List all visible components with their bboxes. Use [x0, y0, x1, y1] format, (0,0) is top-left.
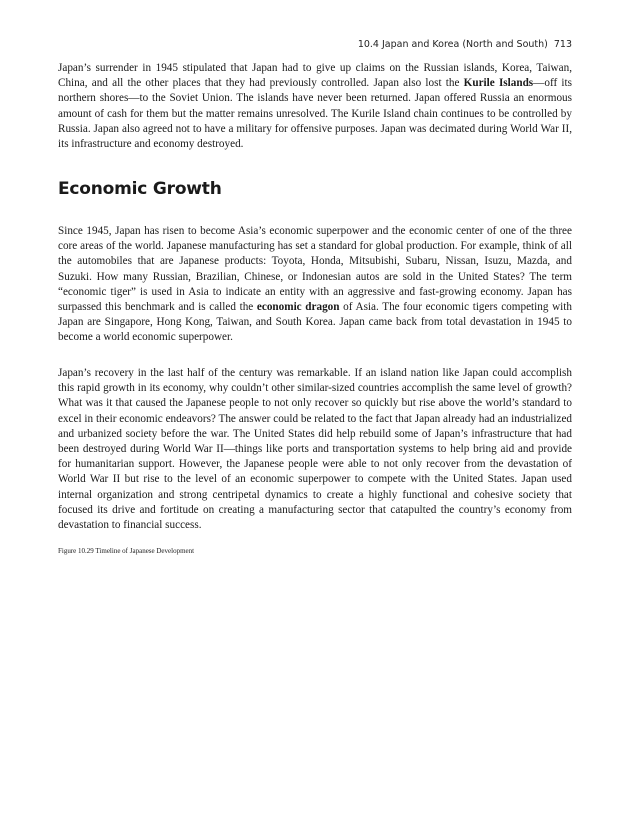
key-term-kurile-islands: Kurile Islands [463, 77, 534, 90]
paragraph-recovery: Japan’s recovery in the last half of the century was remarkable. If an island nation like Japan could accomplish this rapid growth in its economy, why couldn’t other similar-sized countries accomplish the same level of growth? What was it that caused the Japanese people to not only recover so quickly but rise above the world’s standard to excel in their economic endeavors? The answer could be related to the fact that Japan already had an industrialized and urbanized society before the war. The United States did help rebuild some of Japan’s infrastructure that had been destroyed during World War II—things like ports and transportation systems to help bring aid and provide for humanitarian support. However, the Japanese people were able to not only recover from the devastation of World War II but rise to the level of an economic superpower to compete with the United States. Japan used internal organization and strong centripetal dynamics to create a highly functional and cohesive society that focused its drive and fortitude on creating a manufacturing sector that catapulted the country’s economy from devastation to financial success. [58, 367, 572, 532]
page-number: 713 [553, 39, 572, 50]
paragraph-text: Since 1945, Japan has risen to become Asia’s economic superpower and the economic center of one of the three core areas of the world. Japanese manufacturing has set a standard for global production. For example, think of all the automobiles that are Japanese products: Toyota, Honda, Mitsubishi, Subaru, Nissan, Isuzu, Mazda, and Suzuki. How many Russian, Brazilian, Chinese, or Indonesian autos are sold in the United States? The term “economic tiger” is used in Asia to indicate an entity with an aggressive and fast-growing economy. Japan has surpassed this benchmark and is called the [58, 225, 572, 314]
key-term-economic-dragon: economic dragon [256, 301, 340, 314]
section-heading: Economic Growth [58, 179, 222, 199]
paragraph-text: —off its northern shores—to the Soviet Union. The islands have never been returned. Japan offered Russia an enormous amount of cash for them but the matter remains unresolved. The Kurile Island chain continues to be controlled by Russia. Japan also agreed not to have a military for offensive purposes. Japan was decimated during World War II, its infrastructure and economy destroyed. [58, 77, 572, 151]
section-title: 10.4 Japan and Korea (North and South) [357, 39, 548, 50]
paragraph-text: Japan’s surrender in 1945 stipulated that Japan had to give up claims on the Russian islands, Korea, Taiwan, China, and all the other places that they had previously controlled. Japan also lost the [58, 62, 572, 90]
figure-caption: Figure 10.29 Timeline of Japanese Development [58, 547, 195, 555]
running-header [358, 39, 572, 50]
paragraph-text: of Asia. The four economic tigers competing with Japan are Singapore, Hong Kong, Taiwan, and South Korea. Japan came back from total devastation in 1945 to become a world economic superpower. [58, 301, 572, 344]
paragraph-economic-growth [58, 224, 572, 346]
paragraph-surrender [58, 61, 572, 152]
